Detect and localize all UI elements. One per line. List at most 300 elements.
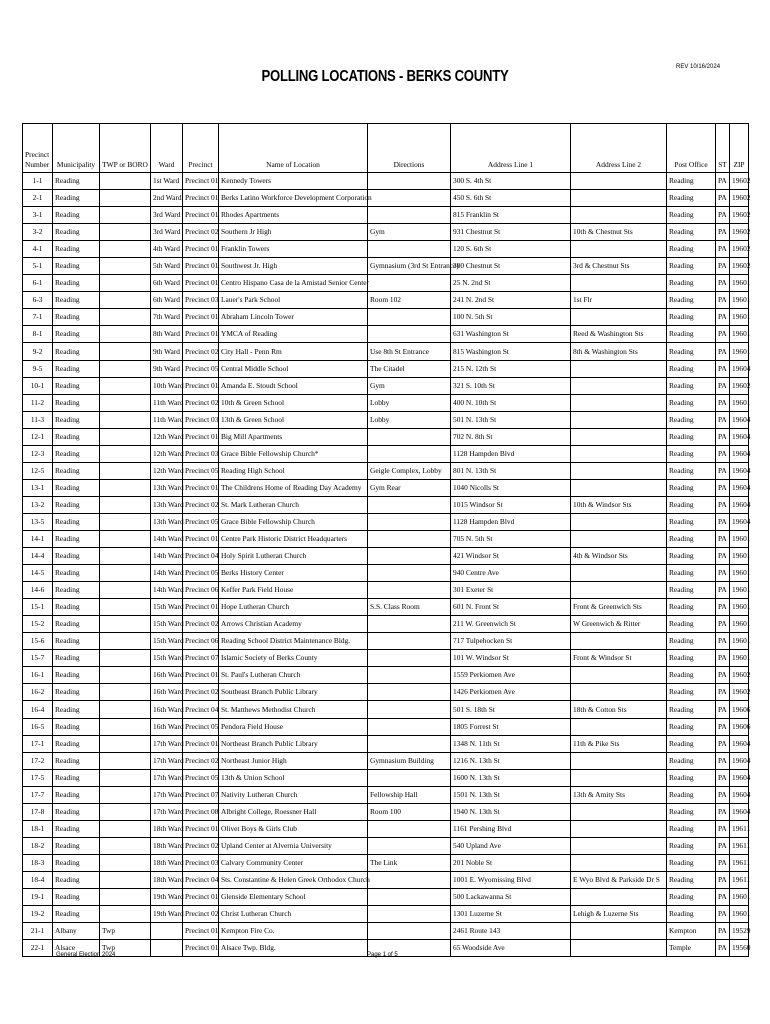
cell-zip: 19560 (730, 940, 749, 957)
header-zip: ZIP (730, 124, 749, 173)
cell-address-line-2 (571, 854, 667, 871)
cell-precinct-number: 14-1 (23, 530, 53, 547)
cell-state: PA (716, 633, 730, 650)
cell-directions: The Citadel (368, 360, 451, 377)
cell-state: PA (716, 343, 730, 360)
cell-twp-boro (100, 735, 151, 752)
table-row (23, 309, 749, 326)
cell-precinct-number: 18-1 (23, 820, 53, 837)
table-row (23, 837, 749, 854)
cell-ward: 12th Ward (151, 428, 183, 445)
cell-precinct-number: 18-2 (23, 837, 53, 854)
cell-address-line-1: 421 Windsor St (451, 548, 571, 565)
cell-name-of-location: Pendora Field House (219, 718, 368, 735)
cell-twp-boro (100, 650, 151, 667)
cell-twp-boro (100, 513, 151, 530)
cell-zip: 19602 (730, 667, 749, 684)
cell-twp-boro (100, 803, 151, 820)
cell-municipality: Reading (53, 871, 100, 888)
cell-precinct: Precinct 02 (183, 224, 219, 241)
cell-municipality: Reading (53, 479, 100, 496)
cell-precinct-number: 16-1 (23, 667, 53, 684)
cell-state: PA (716, 445, 730, 462)
cell-directions (368, 888, 451, 905)
cell-state: PA (716, 735, 730, 752)
cell-twp-boro (100, 496, 151, 513)
cell-precinct: Precinct 01 (183, 326, 219, 343)
cell-zip: 19604 (730, 462, 749, 479)
cell-precinct-number: 13-2 (23, 496, 53, 513)
cell-directions (368, 548, 451, 565)
cell-precinct: Precinct 01 (183, 923, 219, 940)
cell-directions (368, 513, 451, 530)
cell-ward: 16th Ward (151, 684, 183, 701)
cell-municipality: Reading (53, 462, 100, 479)
header-name-of-location: Name of Location (219, 124, 368, 173)
cell-state: PA (716, 496, 730, 513)
cell-name-of-location: Northeast Junior High (219, 752, 368, 769)
cell-directions (368, 241, 451, 258)
cell-directions (368, 616, 451, 633)
cell-address-line-2 (571, 718, 667, 735)
table-row (23, 616, 749, 633)
table-row (23, 803, 749, 820)
cell-municipality: Reading (53, 326, 100, 343)
cell-zip: 19604 (730, 803, 749, 820)
cell-address-line-1: 501 S. 18th St (451, 701, 571, 718)
cell-name-of-location: Grace Bible Fellowship Church* (219, 445, 368, 462)
cell-address-line-2: 10th & Chestnut Sts (571, 224, 667, 241)
cell-ward: 3rd Ward (151, 207, 183, 224)
cell-precinct-number: 12-3 (23, 445, 53, 462)
cell-zip: 19602 (730, 241, 749, 258)
cell-address-line-1: 1348 N. 11th St (451, 735, 571, 752)
cell-precinct: Precinct 01 (183, 275, 219, 292)
cell-directions (368, 923, 451, 940)
cell-municipality: Reading (53, 292, 100, 309)
cell-precinct-number: 14-6 (23, 582, 53, 599)
cell-address-line-1: 1001 E. Wyomissing Blvd (451, 871, 571, 888)
cell-precinct-number: 5-1 (23, 258, 53, 275)
cell-twp-boro: Twp (100, 940, 151, 957)
cell-state: PA (716, 224, 730, 241)
cell-precinct-number: 14-5 (23, 565, 53, 582)
cell-precinct: Precinct 01 (183, 190, 219, 207)
cell-address-line-1: 300 Chestnut St (451, 258, 571, 275)
cell-address-line-1: 301 Exeter St (451, 582, 571, 599)
cell-address-line-1: 101 W. Windsor St (451, 650, 571, 667)
cell-twp-boro (100, 684, 151, 701)
cell-post-office: Reading (667, 684, 716, 701)
cell-directions (368, 871, 451, 888)
cell-post-office: Reading (667, 309, 716, 326)
cell-municipality: Reading (53, 377, 100, 394)
cell-post-office: Reading (667, 565, 716, 582)
cell-name-of-location: Arrows Christian Academy (219, 616, 368, 633)
cell-name-of-location: The Childrens Home of Reading Day Academy (219, 479, 368, 496)
cell-precinct: Precinct 01 (183, 258, 219, 275)
cell-zip: 19601 (730, 275, 749, 292)
cell-post-office: Reading (667, 803, 716, 820)
cell-state: PA (716, 428, 730, 445)
table-row (23, 377, 749, 394)
cell-precinct-number: 21-1 (23, 923, 53, 940)
cell-ward: 13th Ward (151, 479, 183, 496)
cell-precinct: Precinct 05 (183, 462, 219, 479)
cell-ward: 17th Ward (151, 735, 183, 752)
cell-directions (368, 326, 451, 343)
table-row (23, 565, 749, 582)
cell-post-office: Kempton (667, 923, 716, 940)
cell-precinct: Precinct 02 (183, 616, 219, 633)
cell-precinct: Precinct 06 (183, 582, 219, 599)
cell-post-office: Temple (667, 940, 716, 957)
cell-address-line-1: 801 N. 13th St (451, 462, 571, 479)
cell-twp-boro (100, 667, 151, 684)
cell-address-line-2 (571, 275, 667, 292)
cell-precinct: Precinct 05 (183, 769, 219, 786)
cell-zip: 19611 (730, 820, 749, 837)
cell-post-office: Reading (667, 786, 716, 803)
cell-twp-boro (100, 411, 151, 428)
table-row (23, 394, 749, 411)
cell-state: PA (716, 190, 730, 207)
cell-zip: 19601 (730, 394, 749, 411)
cell-post-office: Reading (667, 599, 716, 616)
cell-state: PA (716, 530, 730, 547)
cell-ward: 18th Ward (151, 820, 183, 837)
cell-directions (368, 820, 451, 837)
cell-state: PA (716, 207, 730, 224)
cell-directions (368, 906, 451, 923)
cell-precinct-number: 17-2 (23, 752, 53, 769)
cell-directions (368, 445, 451, 462)
cell-precinct: Precinct 01 (183, 428, 219, 445)
cell-precinct: Precinct 02 (183, 752, 219, 769)
cell-precinct-number: 17-5 (23, 769, 53, 786)
cell-precinct-number: 8-1 (23, 326, 53, 343)
cell-name-of-location: Alsace Twp. Bldg. (219, 940, 368, 957)
cell-municipality: Reading (53, 411, 100, 428)
cell-address-line-1: 1426 Perkiomen Ave (451, 684, 571, 701)
cell-precinct: Precinct 03 (183, 411, 219, 428)
table-row (23, 718, 749, 735)
cell-precinct: Precinct 03 (183, 445, 219, 462)
cell-twp-boro (100, 701, 151, 718)
cell-address-line-1: 211 W. Greenwich St (451, 616, 571, 633)
cell-address-line-1: 201 Noble St (451, 854, 571, 871)
cell-address-line-1: 2461 Route 143 (451, 923, 571, 940)
cell-twp-boro (100, 599, 151, 616)
cell-address-line-2: 11th & Pike Sts (571, 735, 667, 752)
cell-zip: 19604 (730, 428, 749, 445)
cell-twp-boro (100, 820, 151, 837)
cell-state: PA (716, 684, 730, 701)
cell-state: PA (716, 275, 730, 292)
table-row (23, 360, 749, 377)
cell-name-of-location: Hope Lutheran Church (219, 599, 368, 616)
cell-precinct-number: 15-2 (23, 616, 53, 633)
cell-address-line-2 (571, 633, 667, 650)
table-row (23, 701, 749, 718)
cell-address-line-1: 1501 N. 13th St (451, 786, 571, 803)
cell-address-line-2 (571, 667, 667, 684)
cell-name-of-location: 13th & Green School (219, 411, 368, 428)
cell-address-line-2 (571, 940, 667, 957)
cell-address-line-2 (571, 684, 667, 701)
table-row (23, 275, 749, 292)
cell-zip: 19604 (730, 735, 749, 752)
cell-name-of-location: Southwest Jr. High (219, 258, 368, 275)
cell-zip: 19601 (730, 616, 749, 633)
cell-ward: 17th Ward (151, 752, 183, 769)
cell-zip: 19602 (730, 173, 749, 190)
cell-address-line-1: 501 N. 13th St (451, 411, 571, 428)
cell-address-line-1: 120 S. 6th St (451, 241, 571, 258)
cell-post-office: Reading (667, 513, 716, 530)
cell-zip: 19601 (730, 599, 749, 616)
cell-twp-boro (100, 718, 151, 735)
cell-precinct: Precinct 07 (183, 786, 219, 803)
cell-municipality: Reading (53, 633, 100, 650)
cell-state: PA (716, 411, 730, 428)
cell-precinct-number: 14-4 (23, 548, 53, 565)
cell-name-of-location: Franklin Towers (219, 241, 368, 258)
cell-municipality: Reading (53, 667, 100, 684)
cell-precinct: Precinct 01 (183, 377, 219, 394)
cell-ward: 15th Ward (151, 599, 183, 616)
cell-municipality: Reading (53, 207, 100, 224)
cell-directions (368, 496, 451, 513)
header-precinct-number: Precinct Number (23, 124, 53, 173)
cell-address-line-1: 931 Chestnut St (451, 224, 571, 241)
cell-twp-boro (100, 445, 151, 462)
cell-zip: 19604 (730, 513, 749, 530)
cell-twp-boro (100, 906, 151, 923)
cell-address-line-1: 25 N. 2nd St (451, 275, 571, 292)
cell-twp-boro (100, 786, 151, 803)
cell-ward: 17th Ward (151, 769, 183, 786)
cell-directions (368, 530, 451, 547)
cell-ward: 9th Ward (151, 343, 183, 360)
cell-municipality: Reading (53, 565, 100, 582)
cell-ward: 19th Ward (151, 888, 183, 905)
cell-precinct: Precinct 05 (183, 565, 219, 582)
cell-directions (368, 837, 451, 854)
cell-twp-boro (100, 565, 151, 582)
cell-twp-boro (100, 871, 151, 888)
cell-post-office: Reading (667, 701, 716, 718)
cell-precinct: Precinct 04 (183, 701, 219, 718)
header-post-office: Post Office (667, 124, 716, 173)
table-row (23, 224, 749, 241)
cell-state: PA (716, 837, 730, 854)
cell-post-office: Reading (667, 530, 716, 547)
cell-address-line-2 (571, 565, 667, 582)
cell-zip: 19611 (730, 871, 749, 888)
cell-municipality: Reading (53, 837, 100, 854)
table-row (23, 633, 749, 650)
table-row (23, 513, 749, 530)
cell-address-line-1: 815 Washington St (451, 343, 571, 360)
table-row (23, 906, 749, 923)
header-address-line-1: Address Line 1 (451, 124, 571, 173)
cell-name-of-location: Glenside Elementary School (219, 888, 368, 905)
table-row (23, 343, 749, 360)
cell-twp-boro (100, 343, 151, 360)
cell-zip: 19602 (730, 258, 749, 275)
cell-state: PA (716, 940, 730, 957)
cell-ward: 9th Ward (151, 360, 183, 377)
cell-zip: 19604 (730, 496, 749, 513)
cell-ward: 15th Ward (151, 650, 183, 667)
cell-twp-boro (100, 207, 151, 224)
cell-state: PA (716, 616, 730, 633)
cell-post-office: Reading (667, 667, 716, 684)
cell-zip: 19604 (730, 360, 749, 377)
cell-address-line-1: 1128 Hampden Blvd (451, 445, 571, 462)
cell-state: PA (716, 548, 730, 565)
cell-precinct-number: 3-2 (23, 224, 53, 241)
cell-zip: 19602 (730, 207, 749, 224)
cell-precinct-number: 9-5 (23, 360, 53, 377)
cell-state: PA (716, 241, 730, 258)
cell-post-office: Reading (667, 173, 716, 190)
cell-directions (368, 207, 451, 224)
cell-twp-boro (100, 394, 151, 411)
cell-ward: 13th Ward (151, 513, 183, 530)
cell-municipality: Reading (53, 275, 100, 292)
cell-twp-boro (100, 582, 151, 599)
cell-zip: 19602 (730, 190, 749, 207)
cell-precinct-number: 13-5 (23, 513, 53, 530)
cell-address-line-2 (571, 207, 667, 224)
cell-state: PA (716, 582, 730, 599)
table-row (23, 684, 749, 701)
cell-ward: 8th Ward (151, 326, 183, 343)
cell-directions (368, 565, 451, 582)
cell-address-line-1: 215 N. 12th St (451, 360, 571, 377)
cell-state: PA (716, 292, 730, 309)
cell-address-line-1: 100 N. 5th St (451, 309, 571, 326)
cell-directions (368, 701, 451, 718)
cell-address-line-2 (571, 309, 667, 326)
cell-state: PA (716, 803, 730, 820)
cell-precinct-number: 10-1 (23, 377, 53, 394)
cell-directions: Room 100 (368, 803, 451, 820)
cell-post-office: Reading (667, 360, 716, 377)
cell-name-of-location: Centre Park Historic District Headquarters (219, 530, 368, 547)
cell-zip: 19601 (730, 326, 749, 343)
cell-post-office: Reading (667, 207, 716, 224)
cell-address-line-1: 1216 N. 13th St (451, 752, 571, 769)
cell-address-line-2 (571, 428, 667, 445)
cell-post-office: Reading (667, 462, 716, 479)
cell-address-line-2: 4th & Windsor Sts (571, 548, 667, 565)
cell-directions: Room 102 (368, 292, 451, 309)
cell-address-line-2 (571, 513, 667, 530)
table-row (23, 599, 749, 616)
cell-post-office: Reading (667, 616, 716, 633)
cell-post-office: Reading (667, 752, 716, 769)
cell-address-line-1: 815 Franklin St (451, 207, 571, 224)
cell-ward: 18th Ward (151, 854, 183, 871)
cell-ward (151, 940, 183, 957)
cell-ward: 15th Ward (151, 633, 183, 650)
cell-address-line-1: 241 N. 2nd St (451, 292, 571, 309)
header-municipality: Municipality (53, 124, 100, 173)
cell-precinct-number: 7-1 (23, 309, 53, 326)
cell-name-of-location: Berks History Center (219, 565, 368, 582)
cell-address-line-1: 705 N. 5th St (451, 530, 571, 547)
cell-state: PA (716, 667, 730, 684)
table-row (23, 923, 749, 940)
table-row (23, 445, 749, 462)
table-row (23, 173, 749, 190)
cell-directions (368, 582, 451, 599)
cell-address-line-2 (571, 479, 667, 496)
cell-zip: 19529 (730, 923, 749, 940)
cell-precinct: Precinct 05 (183, 513, 219, 530)
cell-address-line-2: E Wyo Blvd & Parkside Dr S (571, 871, 667, 888)
cell-post-office: Reading (667, 292, 716, 309)
cell-address-line-1: 300 S. 4th St (451, 173, 571, 190)
cell-municipality: Reading (53, 190, 100, 207)
cell-precinct-number: 11-3 (23, 411, 53, 428)
cell-address-line-2: 8th & Washington Sts (571, 343, 667, 360)
cell-precinct-number: 12-5 (23, 462, 53, 479)
cell-address-line-1: 631 Washington St (451, 326, 571, 343)
cell-name-of-location: Grace Bible Fellowship Church (219, 513, 368, 530)
cell-directions (368, 650, 451, 667)
cell-precinct-number: 22-1 (23, 940, 53, 957)
cell-precinct-number: 17-1 (23, 735, 53, 752)
cell-precinct-number: 18-3 (23, 854, 53, 871)
cell-zip: 19604 (730, 445, 749, 462)
cell-address-line-2 (571, 173, 667, 190)
cell-state: PA (716, 871, 730, 888)
cell-address-line-2 (571, 411, 667, 428)
cell-zip: 19601 (730, 292, 749, 309)
table-row (23, 292, 749, 309)
cell-twp-boro (100, 530, 151, 547)
cell-address-line-1: 1040 Nicolls St (451, 479, 571, 496)
cell-post-office: Reading (667, 582, 716, 599)
cell-precinct-number: 13-1 (23, 479, 53, 496)
cell-name-of-location: Big Mill Apartments (219, 428, 368, 445)
cell-ward: 18th Ward (151, 871, 183, 888)
table-row (23, 667, 749, 684)
cell-precinct-number: 19-1 (23, 888, 53, 905)
cell-municipality: Reading (53, 530, 100, 547)
cell-post-office: Reading (667, 854, 716, 871)
cell-state: PA (716, 906, 730, 923)
cell-ward: 1st Ward (151, 173, 183, 190)
cell-post-office: Reading (667, 377, 716, 394)
cell-name-of-location: 10th & Green School (219, 394, 368, 411)
cell-zip: 19601 (730, 343, 749, 360)
cell-twp-boro (100, 769, 151, 786)
cell-zip: 19604 (730, 786, 749, 803)
cell-municipality: Reading (53, 684, 100, 701)
cell-precinct: Precinct 02 (183, 496, 219, 513)
cell-directions (368, 735, 451, 752)
cell-post-office: Reading (667, 411, 716, 428)
table-row (23, 752, 749, 769)
cell-address-line-1: 1940 N. 13th St (451, 803, 571, 820)
cell-address-line-2: Reed & Washington Sts (571, 326, 667, 343)
cell-precinct: Precinct 01 (183, 241, 219, 258)
